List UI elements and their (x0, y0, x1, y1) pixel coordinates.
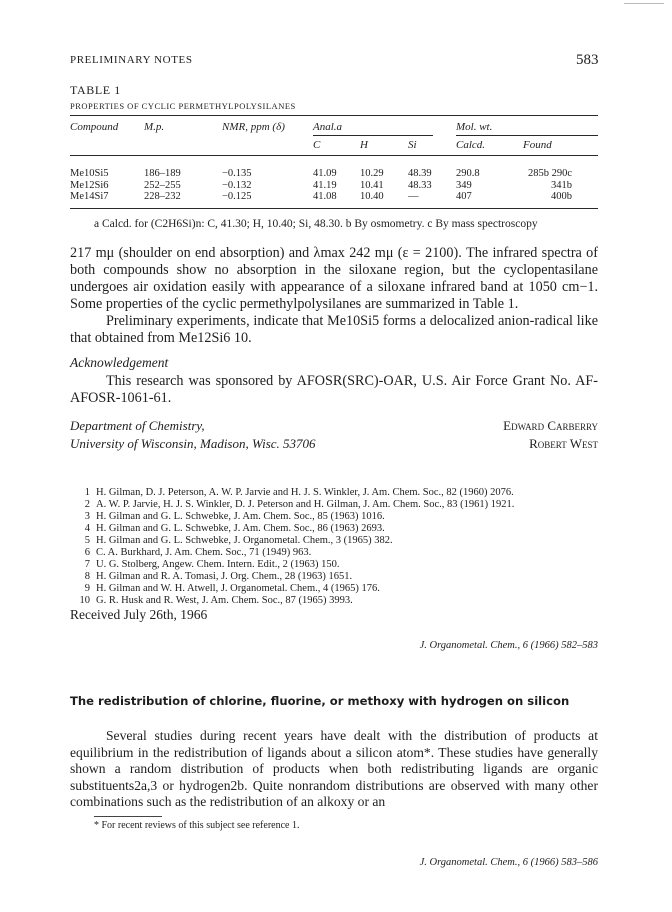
acknowledgement-heading: Acknowledgement (70, 355, 169, 370)
column-calcd: 290.8 349 407 (456, 168, 480, 202)
header-calcd: Calcd. (456, 139, 486, 151)
article-body-text: Several studies during recent years have dealt with the distribution of products at equilibrium in the redistribution of ligands about a silicon atom*. These studies have generally shown a random distribution of products when both redistributing ligands are organic substituents2a,3 or hydrogen2b. Quite nonrandom distributions are observed with many other combinations such as the redistribution of an alkoxy or an (70, 728, 598, 810)
affiliation-line-2: University of Wisconsin, Madison, Wisc. 53706 (70, 436, 316, 451)
reference-number: 3 (84, 511, 90, 522)
reference-text: H. Gilman and W. H. Atwell, J. Organometal. Chem., 4 (1965) 176. (96, 583, 380, 594)
reference-text: G. R. Husk and R. West, J. Am. Chem. Soc., 87 (1965) 3993. (96, 595, 353, 606)
reference-number: 7 (84, 559, 90, 570)
reference-item (70, 559, 598, 571)
reference-text: A. W. P. Jarvie, H. J. S. Winkler, D. J. Peterson and H. Gilman, J. Am. Chem. Soc., 83 (1961) 1921. (96, 499, 515, 510)
reference-item (70, 499, 598, 511)
reference-item (70, 571, 598, 583)
table-title: PROPERTIES OF CYCLIC PERMETHYLPOLYSILANES (70, 101, 296, 111)
header-anal: Anal.a (313, 121, 343, 133)
page-number: 583 (576, 52, 599, 68)
header-mp: M.p. (144, 121, 165, 133)
reference-number: 6 (84, 547, 90, 558)
affiliation-line-1: Department of Chemistry, (70, 418, 205, 433)
column-h: 10.29 10.41 10.40 (360, 168, 384, 202)
journal-citation-2: J. Organometal. Chem., 6 (1966) 583–586 (419, 857, 598, 868)
body-paragraph-2 (70, 313, 598, 347)
author-1: Edward Carberry (503, 418, 598, 433)
running-head: PRELIMINARY NOTES (70, 54, 193, 66)
reference-text: H. Gilman and G. L. Schwebke, J. Am. Chem. Soc., 85 (1963) 1016. (96, 511, 385, 522)
reference-text: H. Gilman, D. J. Peterson, A. W. P. Jarvie and H. J. S. Winkler, J. Am. Chem. Soc., 82 (1960) 2076. (96, 487, 514, 498)
table-bottom-rule (70, 208, 598, 209)
column-compound: Me10Si5 Me12Si6 Me14Si7 (70, 168, 109, 202)
column-found: 285b 290c 341b 400b (528, 168, 573, 202)
page-footnote: * For recent reviews of this subject see reference 1. (94, 820, 300, 831)
column-nmr: −0.135 −0.132 −0.125 (222, 168, 252, 202)
reference-item (70, 547, 598, 559)
reference-item (70, 511, 598, 523)
reference-number: 1 (84, 487, 90, 498)
acknowledgement-text: This research was sponsored by AFOSR(SRC)-OAR, U.S. Air Force Grant No. AF-AFOSR-1061-61. (70, 373, 598, 406)
reference-number: 10 (79, 595, 90, 606)
article-title: The redistribution of chlorine, fluorine, or methoxy with hydrogen on silicon (70, 694, 570, 708)
reference-number: 8 (84, 571, 90, 582)
table-header-rule (70, 155, 598, 156)
reference-text: U. G. Stolberg, Angew. Chem. Intern. Edit., 2 (1963) 150. (96, 559, 340, 570)
header-found: Found (523, 139, 552, 151)
reference-number: 5 (84, 535, 90, 546)
reference-item (70, 535, 598, 547)
table-footnote: a Calcd. for (C2H6Si)n: C, 41.30; H, 10.40; Si, 48.30. b By osmometry. c By mass spectroscopy (94, 218, 538, 230)
paragraph-2-text: Preliminary experiments, indicate that Me10Si5 forms a delocalized anion-radical like that obtained from Me12Si6 10. (70, 313, 598, 346)
header-si: Si (408, 139, 417, 151)
article-body (70, 728, 598, 811)
reference-number: 4 (84, 523, 90, 534)
reference-text: C. A. Burkhard, J. Am. Chem. Soc., 71 (1949) 963. (96, 547, 312, 558)
reference-number: 9 (84, 583, 90, 594)
reference-text: H. Gilman and G. L. Schwebke, J. Organometal. Chem., 3 (1965) 382. (96, 535, 393, 546)
received-date: Received July 26th, 1966 (70, 607, 208, 622)
column-si: 48.39 48.33 — (408, 168, 432, 202)
acknowledgement-paragraph (70, 373, 598, 407)
reference-item (70, 595, 598, 607)
body-paragraph-1 (70, 245, 598, 313)
molwt-subrule (456, 135, 598, 136)
reference-text: H. Gilman and R. A. Tomasi, J. Org. Chem., 28 (1963) 1651. (96, 571, 353, 582)
header-c: C (313, 139, 321, 151)
reference-item (70, 523, 598, 535)
author-2: Robert West (529, 436, 598, 451)
header-h: H (360, 139, 368, 151)
reference-item (70, 583, 598, 595)
reference-text: H. Gilman and G. L. Schwebke, J. Am. Chem. Soc., 86 (1963) 2693. (96, 523, 385, 534)
table-top-rule (70, 115, 598, 116)
footnote-rule (94, 816, 162, 817)
top-edge-mark (624, 3, 664, 4)
header-compound: Compound (70, 121, 119, 133)
reference-number: 2 (84, 499, 90, 510)
column-mp: 186–189 252–255 228–232 (144, 168, 181, 202)
header-molwt: Mol. wt. (456, 121, 493, 133)
header-nmr: NMR, ppm (δ) (222, 121, 285, 133)
reference-list (70, 487, 598, 607)
table-label: TABLE 1 (70, 83, 121, 97)
paragraph-1-text: 217 mμ (shoulder on end absorption) and λmax 242 mμ (ε = 2100). The infrared spectra of both compounds show no absorption in the siloxane region, but the cyclopentasilane undergoes air oxidation easily with appearance of a siloxane infrared band at 1050 cm−1. Some properties of the cyclic permethylpolysilanes are summarized in Table 1. (70, 245, 598, 312)
column-c: 41.09 41.19 41.08 (313, 168, 337, 202)
anal-subrule (313, 135, 433, 136)
reference-item (70, 487, 598, 499)
journal-citation-1: J. Organometal. Chem., 6 (1966) 582–583 (419, 640, 598, 651)
